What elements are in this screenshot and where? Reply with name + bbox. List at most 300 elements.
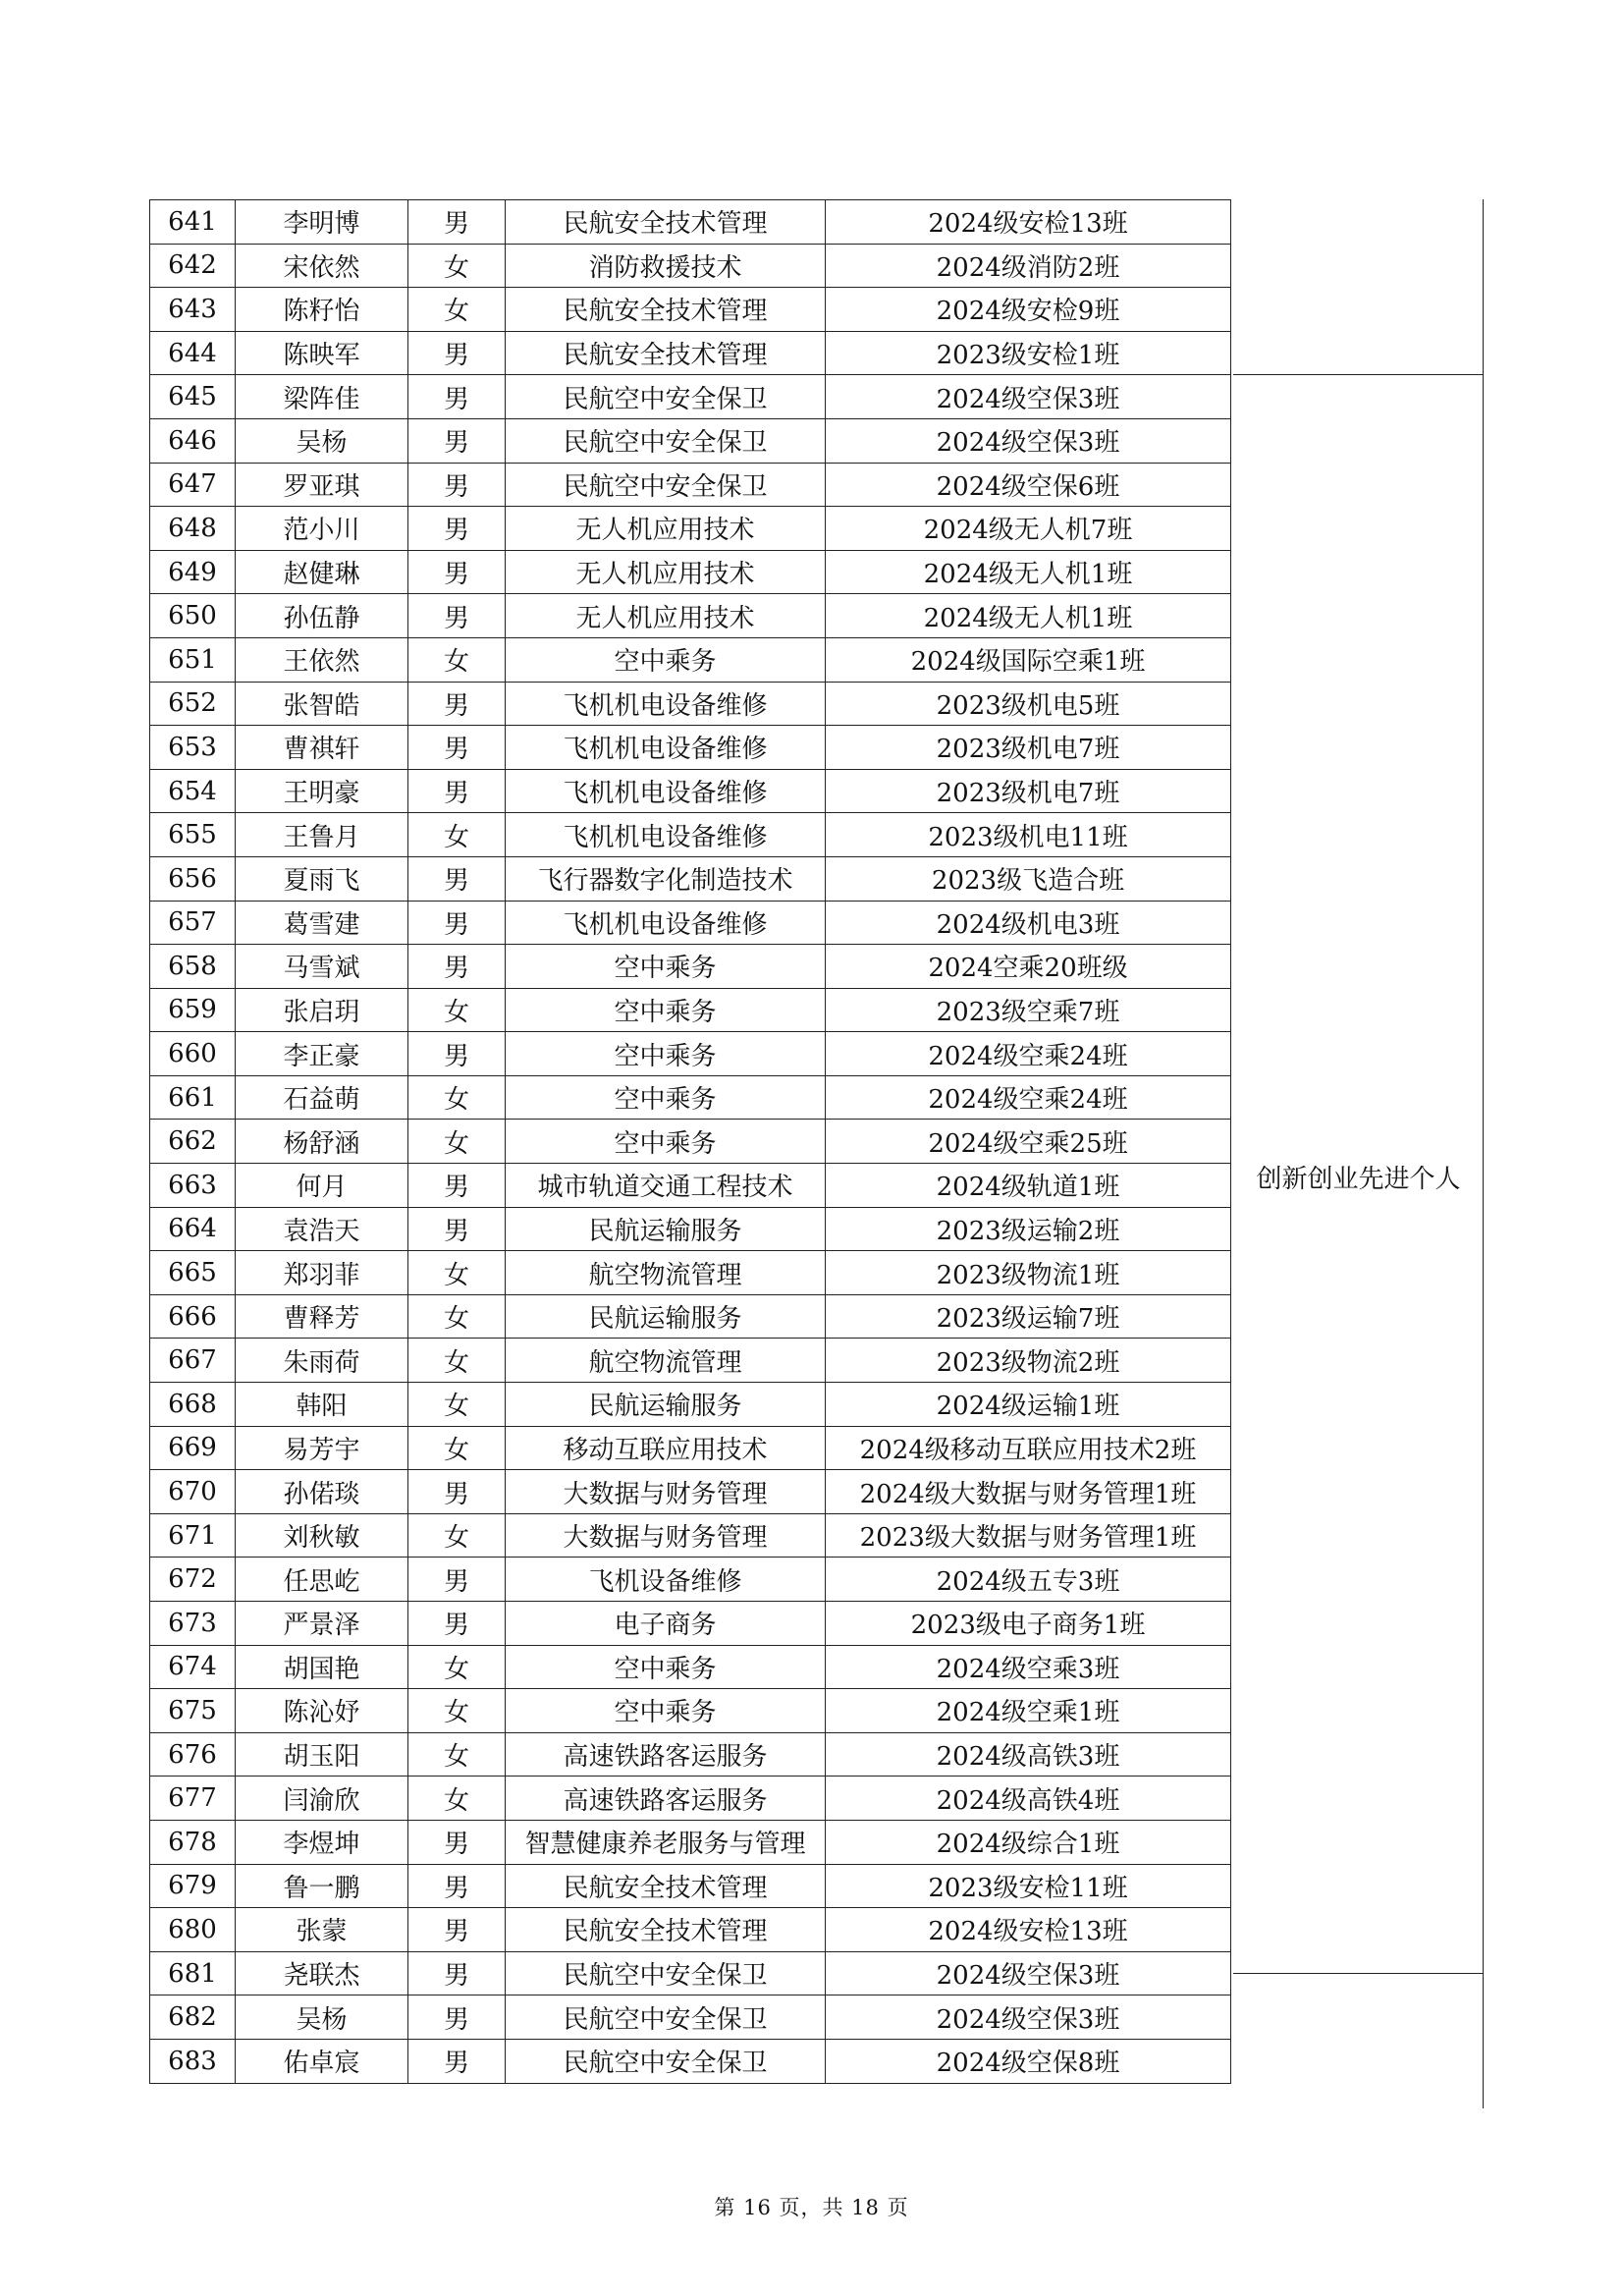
table-row (150, 200, 1482, 245)
cell-award (1231, 988, 1482, 1032)
cell-major: 无人机应用技术 (506, 507, 826, 551)
cell-class: 2023级物流1班 (826, 1251, 1231, 1295)
cell-name: 吴杨 (236, 418, 408, 463)
cell-major: 无人机应用技术 (506, 550, 826, 594)
cell-award (1231, 901, 1482, 945)
cell-class: 2024级高铁4班 (826, 1777, 1231, 1821)
cell-name: 陈籽怡 (236, 288, 408, 332)
cell-major: 飞机机电设备维修 (506, 682, 826, 726)
cell-gender: 男 (408, 945, 506, 989)
cell-award (1231, 1339, 1482, 1383)
cell-name: 胡国艳 (236, 1645, 408, 1689)
cell-class: 2024级安检13班 (826, 200, 1231, 245)
cell-major: 空中乘务 (506, 988, 826, 1032)
cell-class: 2024级大数据与财务管理1班 (826, 1470, 1231, 1514)
cell-number: 650 (150, 594, 236, 638)
cell-award (1231, 1864, 1482, 1908)
cell-award (1231, 1689, 1482, 1733)
table-row (150, 1426, 1482, 1470)
cell-award (1231, 945, 1482, 989)
cell-class: 2024级无人机1班 (826, 550, 1231, 594)
cell-award (1231, 1075, 1482, 1120)
cell-name: 马雪斌 (236, 945, 408, 989)
table-row (150, 1032, 1482, 1076)
cell-number: 668 (150, 1383, 236, 1427)
cell-number: 646 (150, 418, 236, 463)
cell-number: 667 (150, 1339, 236, 1383)
cell-number: 665 (150, 1251, 236, 1295)
cell-class: 2024级空乘24班 (826, 1075, 1231, 1120)
award-list-table (149, 199, 1482, 2084)
table-row (150, 1820, 1482, 1864)
cell-class: 2024级安检9班 (826, 288, 1231, 332)
cell-award (1231, 1207, 1482, 1251)
cell-number: 656 (150, 856, 236, 901)
cell-gender: 男 (408, 375, 506, 419)
cell-name: 李明博 (236, 200, 408, 245)
cell-gender: 女 (408, 1120, 506, 1164)
cell-class: 2024级安检13班 (826, 1908, 1231, 1952)
cell-award (1231, 1602, 1482, 1646)
cell-number: 678 (150, 1820, 236, 1864)
cell-award (1231, 1426, 1482, 1470)
cell-name: 佑卓宸 (236, 2039, 408, 2083)
cell-award (1231, 1645, 1482, 1689)
cell-gender: 男 (408, 331, 506, 375)
cell-major: 民航空中安全保卫 (506, 1951, 826, 1995)
cell-major: 空中乘务 (506, 1032, 826, 1076)
cell-major: 大数据与财务管理 (506, 1470, 826, 1514)
cell-award (1231, 375, 1482, 419)
cell-name: 张启玥 (236, 988, 408, 1032)
cell-name: 张蒙 (236, 1908, 408, 1952)
cell-award (1231, 1470, 1482, 1514)
table-row (150, 2039, 1482, 2083)
cell-gender: 男 (408, 1864, 506, 1908)
table-row (150, 1339, 1482, 1383)
cell-name: 尧联杰 (236, 1951, 408, 1995)
cell-award (1231, 1032, 1482, 1076)
cell-major: 航空物流管理 (506, 1251, 826, 1295)
cell-award (1231, 1777, 1482, 1821)
cell-name: 范小川 (236, 507, 408, 551)
cell-award (1231, 1732, 1482, 1777)
cell-name: 罗亚琪 (236, 463, 408, 507)
cell-major: 民航空中安全保卫 (506, 418, 826, 463)
cell-major: 空中乘务 (506, 945, 826, 989)
table-row (150, 1777, 1482, 1821)
cell-name: 吴杨 (236, 1995, 408, 2040)
cell-class: 2024级空乘3班 (826, 1645, 1231, 1689)
cell-class: 2023级安检1班 (826, 331, 1231, 375)
cell-number: 682 (150, 1995, 236, 2040)
cell-gender: 男 (408, 594, 506, 638)
cell-number: 676 (150, 1732, 236, 1777)
cell-class: 2024级空保3班 (826, 375, 1231, 419)
cell-class: 2023级空乘7班 (826, 988, 1231, 1032)
cell-major: 民航空中安全保卫 (506, 463, 826, 507)
cell-gender: 男 (408, 1951, 506, 1995)
cell-major: 高速铁路客运服务 (506, 1732, 826, 1777)
cell-gender: 女 (408, 988, 506, 1032)
cell-number: 680 (150, 1908, 236, 1952)
cell-major: 消防救援技术 (506, 244, 826, 288)
cell-gender: 男 (408, 1032, 506, 1076)
cell-major: 民航空中安全保卫 (506, 1995, 826, 2040)
cell-major: 空中乘务 (506, 1120, 826, 1164)
cell-award (1231, 637, 1482, 682)
table-row (150, 769, 1482, 813)
cell-gender: 男 (408, 418, 506, 463)
cell-gender: 男 (408, 1470, 506, 1514)
cell-gender: 女 (408, 1251, 506, 1295)
cell-class: 2024级机电3班 (826, 901, 1231, 945)
cell-number: 666 (150, 1294, 236, 1339)
table-row (150, 1075, 1482, 1120)
cell-award (1231, 1383, 1482, 1427)
cell-award (1231, 1558, 1482, 1602)
cell-class: 2023级大数据与财务管理1班 (826, 1513, 1231, 1558)
cell-number: 683 (150, 2039, 236, 2083)
cell-gender: 女 (408, 1777, 506, 1821)
table-row (150, 637, 1482, 682)
cell-number: 661 (150, 1075, 236, 1120)
cell-name: 何月 (236, 1164, 408, 1208)
cell-major: 大数据与财务管理 (506, 1513, 826, 1558)
cell-class: 2023级机电11班 (826, 813, 1231, 857)
table-row (150, 726, 1482, 770)
cell-major: 民航运输服务 (506, 1294, 826, 1339)
cell-gender: 男 (408, 769, 506, 813)
table-row (150, 1864, 1482, 1908)
cell-class: 2024级运输1班 (826, 1383, 1231, 1427)
award-group-divider-bottom (1233, 1973, 1484, 1974)
table-row (150, 1908, 1482, 1952)
table-row (150, 1207, 1482, 1251)
cell-class: 2023级安检11班 (826, 1864, 1231, 1908)
cell-gender: 男 (408, 682, 506, 726)
cell-gender: 男 (408, 200, 506, 245)
cell-number: 677 (150, 1777, 236, 1821)
cell-major: 民航安全技术管理 (506, 1864, 826, 1908)
cell-number: 649 (150, 550, 236, 594)
cell-award (1231, 418, 1482, 463)
award-category-label: 创新创业先进个人 (1256, 1165, 1461, 1194)
cell-number: 657 (150, 901, 236, 945)
cell-gender: 男 (408, 901, 506, 945)
cell-major: 飞行器数字化制造技术 (506, 856, 826, 901)
cell-gender: 男 (408, 550, 506, 594)
cell-number: 643 (150, 288, 236, 332)
cell-award (1231, 856, 1482, 901)
cell-gender: 男 (408, 1207, 506, 1251)
cell-number: 673 (150, 1602, 236, 1646)
table-row (150, 1120, 1482, 1164)
cell-gender: 男 (408, 1820, 506, 1864)
cell-name: 鲁一鹏 (236, 1864, 408, 1908)
cell-name: 赵健琳 (236, 550, 408, 594)
cell-number: 655 (150, 813, 236, 857)
table-row (150, 331, 1482, 375)
cell-name: 陈映军 (236, 331, 408, 375)
cell-gender: 男 (408, 726, 506, 770)
cell-gender: 女 (408, 1075, 506, 1120)
cell-major: 民航安全技术管理 (506, 200, 826, 245)
cell-major: 飞机设备维修 (506, 1558, 826, 1602)
cell-name: 易芳宇 (236, 1426, 408, 1470)
cell-gender: 女 (408, 1294, 506, 1339)
cell-major: 电子商务 (506, 1602, 826, 1646)
cell-name: 闫渝欣 (236, 1777, 408, 1821)
cell-class: 2024级综合1班 (826, 1820, 1231, 1864)
table-row (150, 1294, 1482, 1339)
cell-class: 2024级空乘1班 (826, 1689, 1231, 1733)
table-row (150, 856, 1482, 901)
cell-number: 647 (150, 463, 236, 507)
cell-number: 642 (150, 244, 236, 288)
table-row (150, 550, 1482, 594)
cell-name: 胡玉阳 (236, 1732, 408, 1777)
cell-number: 659 (150, 988, 236, 1032)
cell-award (1231, 1513, 1482, 1558)
cell-name: 夏雨飞 (236, 856, 408, 901)
cell-name: 朱雨荷 (236, 1339, 408, 1383)
cell-class: 2024级轨道1班 (826, 1164, 1231, 1208)
table-row (150, 1470, 1482, 1514)
cell-award (1231, 331, 1482, 375)
cell-name: 孙伍静 (236, 594, 408, 638)
table-row (150, 594, 1482, 638)
cell-gender: 女 (408, 1732, 506, 1777)
cell-award (1231, 813, 1482, 857)
cell-name: 王鲁月 (236, 813, 408, 857)
cell-class: 2024级空保6班 (826, 463, 1231, 507)
cell-gender: 男 (408, 463, 506, 507)
cell-gender: 女 (408, 813, 506, 857)
cell-major: 城市轨道交通工程技术 (506, 1164, 826, 1208)
table-row (150, 375, 1482, 419)
cell-name: 陈沁妤 (236, 1689, 408, 1733)
table-row (150, 463, 1482, 507)
cell-name: 曹祺轩 (236, 726, 408, 770)
table-row (150, 507, 1482, 551)
cell-major: 移动互联应用技术 (506, 1426, 826, 1470)
cell-gender: 女 (408, 244, 506, 288)
cell-major: 空中乘务 (506, 1075, 826, 1120)
cell-gender: 女 (408, 1339, 506, 1383)
cell-class: 2024级空保3班 (826, 418, 1231, 463)
cell-award (1231, 507, 1482, 551)
cell-award (1231, 1120, 1482, 1164)
cell-name: 王依然 (236, 637, 408, 682)
cell-gender: 女 (408, 1689, 506, 1733)
cell-name: 李正豪 (236, 1032, 408, 1076)
cell-name: 孙偌琰 (236, 1470, 408, 1514)
cell-class: 2024级空保8班 (826, 2039, 1231, 2083)
cell-class: 2023级机电5班 (826, 682, 1231, 726)
cell-class: 2023级运输2班 (826, 1207, 1231, 1251)
table-row (150, 1602, 1482, 1646)
cell-number: 651 (150, 637, 236, 682)
table-row (150, 244, 1482, 288)
cell-major: 空中乘务 (506, 1645, 826, 1689)
cell-class: 2023级机电7班 (826, 726, 1231, 770)
cell-number: 654 (150, 769, 236, 813)
cell-gender: 男 (408, 1602, 506, 1646)
cell-gender: 男 (408, 1558, 506, 1602)
cell-major: 智慧健康养老服务与管理 (506, 1820, 826, 1864)
cell-major: 民航空中安全保卫 (506, 2039, 826, 2083)
cell-class: 2024级高铁3班 (826, 1732, 1231, 1777)
cell-number: 672 (150, 1558, 236, 1602)
cell-major: 民航空中安全保卫 (506, 375, 826, 419)
table-row (150, 1645, 1482, 1689)
table-row (150, 1558, 1482, 1602)
cell-award (1231, 1251, 1482, 1295)
cell-class: 2024级国际空乘1班 (826, 637, 1231, 682)
cell-name: 任思屹 (236, 1558, 408, 1602)
cell-class: 2024级空保3班 (826, 1995, 1231, 2040)
table-row (150, 682, 1482, 726)
cell-award (1231, 1820, 1482, 1864)
cell-gender: 男 (408, 856, 506, 901)
cell-class: 2024级无人机1班 (826, 594, 1231, 638)
cell-award (1231, 769, 1482, 813)
cell-number: 671 (150, 1513, 236, 1558)
cell-major: 空中乘务 (506, 1689, 826, 1733)
cell-award (1231, 682, 1482, 726)
cell-name: 韩阳 (236, 1383, 408, 1427)
cell-gender: 女 (408, 1426, 506, 1470)
table-row (150, 901, 1482, 945)
cell-gender: 女 (408, 1383, 506, 1427)
table-row (150, 1251, 1482, 1295)
table-row (150, 418, 1482, 463)
cell-number: 652 (150, 682, 236, 726)
cell-major: 高速铁路客运服务 (506, 1777, 826, 1821)
cell-number: 663 (150, 1164, 236, 1208)
cell-number: 644 (150, 331, 236, 375)
cell-number: 670 (150, 1470, 236, 1514)
cell-major: 民航运输服务 (506, 1383, 826, 1427)
cell-class: 2024空乘20班级 (826, 945, 1231, 989)
cell-major: 无人机应用技术 (506, 594, 826, 638)
cell-name: 杨舒涵 (236, 1120, 408, 1164)
cell-number: 658 (150, 945, 236, 989)
cell-major: 空中乘务 (506, 637, 826, 682)
cell-name: 张智皓 (236, 682, 408, 726)
cell-name: 曹释芳 (236, 1294, 408, 1339)
cell-gender: 男 (408, 2039, 506, 2083)
cell-number: 645 (150, 375, 236, 419)
cell-major: 飞机机电设备维修 (506, 726, 826, 770)
cell-name: 葛雪建 (236, 901, 408, 945)
cell-award (1231, 1294, 1482, 1339)
cell-award (1231, 550, 1482, 594)
cell-class: 2024级五专3班 (826, 1558, 1231, 1602)
cell-gender: 男 (408, 1164, 506, 1208)
cell-name: 李煜坤 (236, 1820, 408, 1864)
cell-major: 民航安全技术管理 (506, 331, 826, 375)
cell-number: 653 (150, 726, 236, 770)
cell-number: 648 (150, 507, 236, 551)
cell-class: 2024级空乘24班 (826, 1032, 1231, 1076)
cell-class: 2024级空乘25班 (826, 1120, 1231, 1164)
cell-class: 2023级飞造合班 (826, 856, 1231, 901)
cell-name: 王明豪 (236, 769, 408, 813)
table-row (150, 288, 1482, 332)
cell-number: 669 (150, 1426, 236, 1470)
cell-award (1231, 288, 1482, 332)
cell-number: 675 (150, 1689, 236, 1733)
cell-gender: 女 (408, 1645, 506, 1689)
cell-name: 严景泽 (236, 1602, 408, 1646)
cell-major: 飞机机电设备维修 (506, 813, 826, 857)
cell-award (1231, 1908, 1482, 1952)
cell-gender: 男 (408, 1908, 506, 1952)
cell-award (1231, 244, 1482, 288)
cell-number: 641 (150, 200, 236, 245)
table-row (150, 1995, 1482, 2040)
cell-name: 袁浩天 (236, 1207, 408, 1251)
cell-number: 679 (150, 1864, 236, 1908)
cell-major: 民航安全技术管理 (506, 1908, 826, 1952)
cell-gender: 男 (408, 1995, 506, 2040)
table-row (150, 1689, 1482, 1733)
cell-gender: 男 (408, 507, 506, 551)
cell-award (1231, 200, 1482, 245)
table-row (150, 1513, 1482, 1558)
cell-class: 2024级消防2班 (826, 244, 1231, 288)
award-list-body (150, 200, 1482, 2084)
cell-number: 674 (150, 1645, 236, 1689)
cell-name: 梁阵佳 (236, 375, 408, 419)
cell-class: 2023级电子商务1班 (826, 1602, 1231, 1646)
cell-class: 2024级无人机7班 (826, 507, 1231, 551)
cell-number: 664 (150, 1207, 236, 1251)
table-row (150, 945, 1482, 989)
table-right-border (1483, 199, 1484, 2108)
cell-award (1231, 2039, 1482, 2083)
cell-award (1231, 594, 1482, 638)
cell-class: 2024级移动互联应用技术2班 (826, 1426, 1231, 1470)
table-row (150, 1383, 1482, 1427)
cell-class: 2024级空保3班 (826, 1951, 1231, 1995)
cell-name: 石益萌 (236, 1075, 408, 1120)
cell-major: 民航运输服务 (506, 1207, 826, 1251)
cell-number: 660 (150, 1032, 236, 1076)
cell-gender: 女 (408, 637, 506, 682)
cell-number: 662 (150, 1120, 236, 1164)
page-number-footer: 第 16 页，共 18 页 (714, 2196, 909, 2219)
cell-name: 刘秋敏 (236, 1513, 408, 1558)
cell-gender: 女 (408, 1513, 506, 1558)
cell-name: 宋依然 (236, 244, 408, 288)
cell-name: 郑羽菲 (236, 1251, 408, 1295)
cell-major: 飞机机电设备维修 (506, 769, 826, 813)
cell-award (1231, 726, 1482, 770)
cell-class: 2023级物流2班 (826, 1339, 1231, 1383)
cell-class: 2023级运输7班 (826, 1294, 1231, 1339)
cell-award (1231, 463, 1482, 507)
cell-number: 681 (150, 1951, 236, 1995)
cell-award (1231, 1995, 1482, 2040)
award-group-divider-top (1233, 374, 1484, 375)
table-row (150, 813, 1482, 857)
table-row (150, 988, 1482, 1032)
table-row (150, 1732, 1482, 1777)
cell-gender: 女 (408, 288, 506, 332)
